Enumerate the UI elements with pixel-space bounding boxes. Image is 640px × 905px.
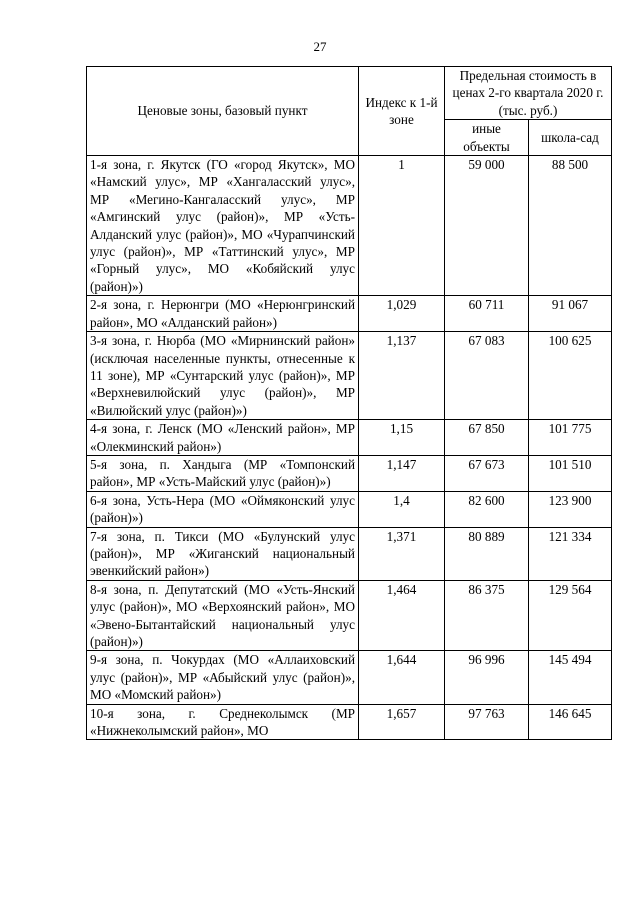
header-index: Индекс к 1-й зоне — [359, 67, 445, 156]
index-cell: 1,657 — [359, 704, 445, 740]
table-row — [87, 704, 612, 740]
table-row — [87, 156, 612, 296]
index-cell: 1,4 — [359, 491, 445, 527]
price-zones-table — [86, 66, 612, 740]
header-zone: Ценовые зоны, базовый пункт — [87, 67, 359, 156]
index-cell: 1,644 — [359, 651, 445, 704]
table-row — [87, 296, 612, 332]
zone-cell: 2-я зона, г. Нерюнгри (МО «Нерюнгринский район», МО «Алданский район») — [87, 296, 359, 332]
table-row — [87, 651, 612, 704]
school-cost-cell: 100 625 — [529, 332, 612, 420]
table-row — [87, 527, 612, 580]
school-cost-cell: 123 900 — [529, 491, 612, 527]
school-cost-cell: 101 510 — [529, 455, 612, 491]
index-cell: 1,137 — [359, 332, 445, 420]
school-cost-cell: 146 645 — [529, 704, 612, 740]
other-cost-cell: 67 850 — [445, 420, 529, 456]
other-cost-cell: 86 375 — [445, 580, 529, 651]
zone-cell: 6-я зона, Усть-Нера (МО «Оймяконский улус (район)») — [87, 491, 359, 527]
table-header-row — [87, 67, 612, 120]
zone-cell: 3-я зона, г. Нюрба (МО «Мирнинский район» (исключая населенные пункты, отнесенные к 11 зоне), МР «Сунтарский улус (район)», МР «Верхневилюйский улус (район)», МР «Вилюйский улус (район)») — [87, 332, 359, 420]
table-row — [87, 580, 612, 651]
table-row — [87, 420, 612, 456]
school-cost-cell: 129 564 — [529, 580, 612, 651]
school-cost-cell: 101 775 — [529, 420, 612, 456]
table-row — [87, 455, 612, 491]
table-row — [87, 491, 612, 527]
index-cell: 1,464 — [359, 580, 445, 651]
header-school: школа-сад — [529, 120, 612, 156]
other-cost-cell: 96 996 — [445, 651, 529, 704]
other-cost-cell: 82 600 — [445, 491, 529, 527]
school-cost-cell: 121 334 — [529, 527, 612, 580]
school-cost-cell: 88 500 — [529, 156, 612, 296]
other-cost-cell: 59 000 — [445, 156, 529, 296]
other-cost-cell: 67 083 — [445, 332, 529, 420]
table-row — [87, 332, 612, 420]
school-cost-cell: 145 494 — [529, 651, 612, 704]
zone-cell: 4-я зона, г. Ленск (МО «Ленский район», МР «Олекминский район») — [87, 420, 359, 456]
index-cell: 1,15 — [359, 420, 445, 456]
other-cost-cell: 67 673 — [445, 455, 529, 491]
zone-cell: 10-я зона, г. Среднеколымск (МР «Нижнеколымский район», МО — [87, 704, 359, 740]
header-cost: Предельная стоимость в ценах 2-го квартала 2020 г. (тыс. руб.) — [445, 67, 612, 120]
school-cost-cell: 91 067 — [529, 296, 612, 332]
page-number: 27 — [313, 39, 327, 54]
index-cell: 1,371 — [359, 527, 445, 580]
index-cell: 1 — [359, 156, 445, 296]
other-cost-cell: 97 763 — [445, 704, 529, 740]
zone-cell: 5-я зона, п. Хандыга (МР «Томпонский район», МР «Усть-Майский улус (район)») — [87, 455, 359, 491]
zone-cell: 7-я зона, п. Тикси (МО «Булунский улус (район)», МР «Жиганский национальный эвенкийский район») — [87, 527, 359, 580]
index-cell: 1,029 — [359, 296, 445, 332]
header-other-objects: иные объекты — [445, 120, 529, 156]
zone-cell: 1-я зона, г. Якутск (ГО «город Якутск», МО «Намский улус», МР «Хангаласский улус», МР «Мегино-Кангаласский улус», МР «Амгинский улус (район)», МР «Усть-Алданский улус (район)», МО «Чурапчинский улус (район)», МР «Таттинский улус», МР «Горный улус», МО «Кобяйский улус (район)») — [87, 156, 359, 296]
zone-cell: 8-я зона, п. Депутатский (МО «Усть-Янский улус (район)», МО «Верхоянский район», МО «Эвено-Бытантайский национальный улус (район)») — [87, 580, 359, 651]
index-cell: 1,147 — [359, 455, 445, 491]
zone-cell: 9-я зона, п. Чокурдах (МО «Аллаиховский улус (район)», МР «Абыйский улус (район)», МО «Момский район») — [87, 651, 359, 704]
other-cost-cell: 60 711 — [445, 296, 529, 332]
other-cost-cell: 80 889 — [445, 527, 529, 580]
